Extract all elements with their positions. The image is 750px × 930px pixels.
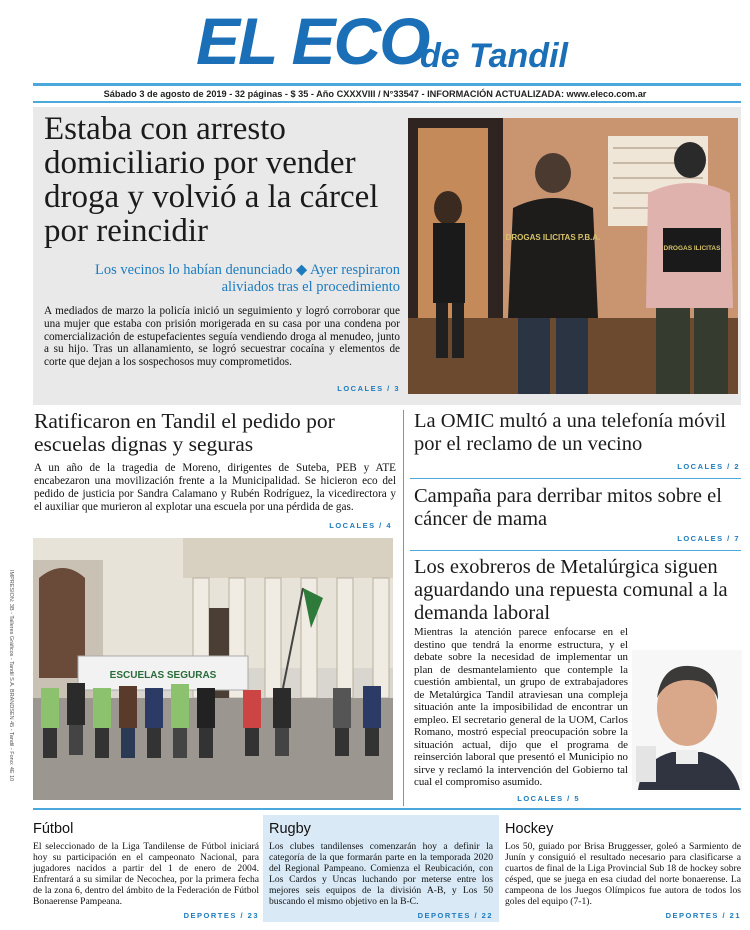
left-section-link[interactable]: LOCALES / 4	[329, 521, 392, 530]
cancer-headline[interactable]: Campaña para derribar mitos sobre el cáncer de mama	[414, 485, 722, 530]
sport-futbol-body: El seleccionado de la Liga Tandilense de Fútbol iniciará hoy su participación en el campeonato Nacional, para jugadores nacidos a partir del 1 de enero de 2004. Enfrentará a su similar de Necochea, por la primera fecha de la zona 6, dentro del ámbito de la Federación de Fútbol Bonaerense Pampeana.	[33, 841, 259, 907]
sport-rugby-section[interactable]: DEPORTES / 22	[417, 911, 493, 920]
protest-photo[interactable]	[33, 538, 393, 800]
dateline: Sábado 3 de agosto de 2019 - 32 páginas - $ 35 - Año CXXXVIII / N°33547 - INFORMACIÓN ACTUALIZADA: www.eleco.com.ar	[103, 89, 647, 99]
hero-subtitle: Los vecinos lo habían denunciado ◆ Ayer respiraron aliviados tras el procedimiento	[95, 262, 400, 295]
sport-hockey-section[interactable]: DEPORTES / 21	[665, 911, 741, 920]
sport-futbol-section[interactable]: DEPORTES / 23	[183, 911, 259, 920]
print-caption-text: IMPRESION: 3B - Talleres Gráficos - Tandil S.A. BRANDSEN 45 - Tandil - Fono: 4E 10	[8, 570, 14, 782]
sport-rugby-title[interactable]: Rugby	[269, 821, 311, 837]
metal-headline[interactable]: Los exobreros de Metalúrgica siguen aguardando una repuesta comunal a la demanda laboral	[414, 556, 728, 624]
sport-hockey-body: Los 50, guiado por Brisa Bruggesser, goleó a Sarmiento de Junín y consiguió el resultado necesario para clasificarse a cuartos de final de la Liga Provincial Sub 18 de hockey sobre césped, que se juega en esa ciudad del norte bonaerense. La campeona de los Juegos Olímpicos fue autora de todos los goles del equipo (7-1).	[505, 841, 741, 907]
hero-body: A mediados de marzo la policía inició un seguimiento y logró corroborar que una mujer que estaba con prisión morigerada en su casa por una condena por comercialización de estupefacientes seguía vendiendo droga al menudeo, junto a su hijo. Tras un allanamiento, se logró secuestrar cocaína y elementos de corte que dejan a los sospechosos muy comprometidos.	[44, 305, 400, 369]
banner-text: ESCUELAS SEGURAS	[109, 670, 217, 681]
print-caption	[2, 570, 16, 810]
sport-hockey-title[interactable]: Hockey	[505, 821, 554, 837]
sport-hockey	[505, 815, 741, 922]
left-headline[interactable]: Ratificaron en Tandil el pedido por escuelas dignas y seguras	[34, 409, 335, 456]
vest-text-2: DROGAS ILICITAS	[663, 245, 721, 252]
masthead	[0, 0, 750, 84]
divider-cancer	[410, 550, 741, 551]
dateline-rule	[33, 101, 741, 103]
metal-section-link[interactable]: LOCALES / 5	[517, 794, 580, 803]
sport-futbol	[33, 815, 259, 922]
divider-omic	[410, 478, 741, 479]
sport-rugby-body: Los clubes tandilenses comenzarán hoy a definir la categoría de la que formarán parte en la temporada 2020 del Regional Pampeano. Comienza el Reubicación, con Los Cardos y Uncas luchando por meterse entre los mejores seis equipos de la división A-B, y Los 50 buscando el mismo objetivo en la B-C.	[269, 841, 493, 907]
hero-headline[interactable]: Estaba con arresto domiciliario por vender droga y volvió a la cárcel por reincidir	[44, 111, 379, 249]
sport-rugby	[263, 815, 499, 922]
omic-section-link[interactable]: LOCALES / 2	[677, 462, 740, 471]
logo-main[interactable]: EL ECO	[196, 4, 429, 78]
logo-sub[interactable]: de Tandil	[420, 37, 568, 75]
left-body: A un año de la tragedia de Moreno, dirigentes de Suteba, PEB y ATE encabezaron una movilización frente a la Municipalidad. Se hicieron eco del pedido de justicia por Sandra Calamano y Rubén Rodríguez, la vicedirectora y el auxiliar que murieron al explotar una escuela por una pérdida de gas.	[34, 462, 396, 513]
metal-body: Mientras la atención parece enfocarse en el destino que tendrá la enorme estructura, y el debate sobre la necesidad de implementar un plan de desmantelamiento que contemple la cuestión ambiental, un grupo de extrabajadores de Metalúrgica Tandil atraviesan una compleja situación ante la imposibilidad de encontrar un empleo. El secretario general de la UOM, Carlos Romano, mostró especial preocupación sobre la situación actual, dijo que el programa de reinserción laboral que presentó el Municipio no sirve y reclamó la intervención del Gobierno tal cual el compromiso asumido.	[414, 626, 628, 788]
metal-body-area	[414, 626, 742, 796]
column-divider	[403, 410, 404, 806]
hero-photo[interactable]	[408, 118, 738, 394]
cancer-section-link[interactable]: LOCALES / 7	[677, 534, 740, 543]
sport-futbol-title[interactable]: Fútbol	[33, 821, 74, 837]
vest-text-1: DROGAS ILICITAS P.B.A.	[505, 233, 601, 242]
omic-headline[interactable]: La OMIC multó a una telefonía móvil por el reclamo de un vecino	[414, 410, 726, 455]
hero-section-link[interactable]: LOCALES / 3	[337, 384, 400, 393]
masthead-rule	[33, 83, 741, 86]
romano-photo[interactable]	[632, 650, 742, 790]
sports-rule	[33, 808, 741, 810]
